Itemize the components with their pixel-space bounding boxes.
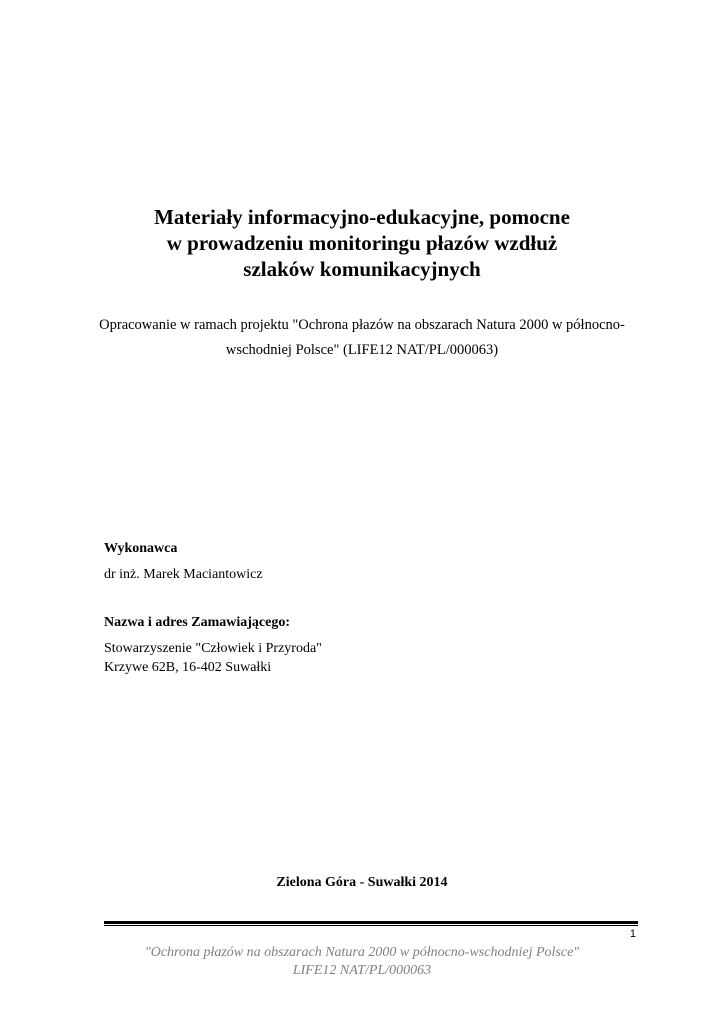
- footer-line: "Ochrona płazów na obszarach Natura 2000 w północno-wschodniej Polsce": [144, 945, 580, 960]
- place-and-date: Zielona Góra - Suwałki 2014: [276, 875, 448, 890]
- page-footer: [0, 944, 724, 980]
- footer-divider-thin: [104, 925, 638, 926]
- page-number: 1: [629, 928, 636, 940]
- footer-divider-thick: [104, 921, 638, 924]
- footer-line: LIFE12 NAT/PL/000063: [292, 963, 432, 978]
- contractor-section: [104, 539, 263, 584]
- title-line: szlaków komunikacyjnych: [243, 257, 481, 281]
- subtitle-line: Opracowanie w ramach projektu "Ochrona płazów na obszarach Natura 2000 w północno-: [99, 317, 625, 333]
- client-name: Stowarzyszenie "Człowiek i Przyroda": [104, 641, 322, 656]
- client-section: [104, 613, 322, 677]
- client-address: Krzywe 62B, 16-402 Suwałki: [104, 660, 272, 675]
- document-subtitle: [90, 313, 634, 363]
- subtitle-line: wschodniej Polsce" (LIFE12 NAT/PL/000063): [225, 342, 499, 358]
- client-heading: Nazwa i adres Zamawiającego:: [104, 615, 290, 630]
- title-line: w prowadzeniu monitoringu płazów wzdłuż: [166, 231, 558, 255]
- contractor-name: dr inż. Marek Maciantowicz: [104, 567, 263, 582]
- title-line: Materiały informacyjno-edukacyjne, pomocne: [154, 205, 570, 229]
- document-title: [60, 204, 664, 282]
- contractor-heading: Wykonawca: [104, 541, 178, 556]
